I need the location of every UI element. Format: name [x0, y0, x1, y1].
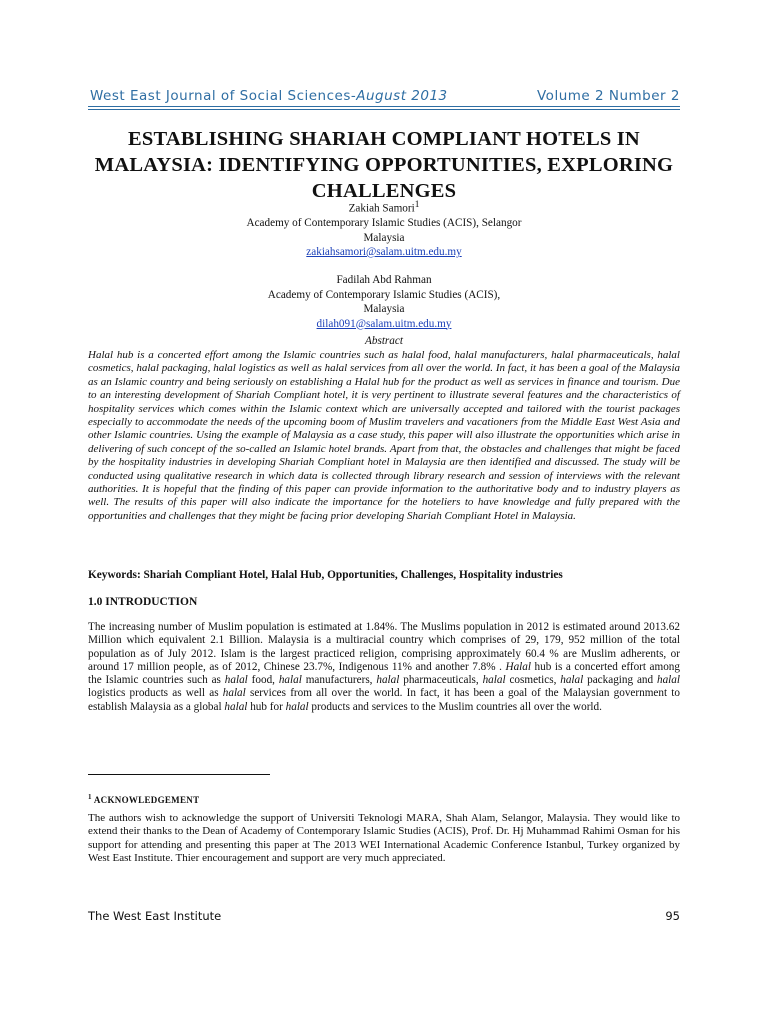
footnote-mark: 1: [414, 200, 420, 210]
volume-number: Volume 2 Number 2: [537, 88, 680, 104]
header-rule: [88, 106, 680, 107]
abstract-heading: Abstract: [365, 335, 403, 347]
footnote-rule: [88, 774, 270, 775]
footer-publisher: The West East Institute: [88, 909, 222, 923]
author-country: Malaysia: [363, 303, 405, 316]
introduction-paragraph: The increasing number of Muslim population is estimated at 1.84%. The Muslims population in 2012 is estimated around 2013.62 Million which equivalent 2.1 Billion. Malaysia is a multiracial country which comprises of 29, 179, 952 million of the total population as of July 2012. Islam is the largest practiced religion, comprising approximately 60.4 % are Muslim adherents, or around 17 million people, as of 2012, Chinese 23.7%, Indigenous 11% and another 7.8% . Halal hub is a concerted effort among the Islamic countries such as halal food, halal manufacturers, halal pharmaceuticals, halal cosmetics, halal packaging and halal logistics products as well as halal services from all over the world. In fact, it has been a goal of the Malaysian government to establish Malaysia as a global halal hub for halal products and services to the Muslim countries all over the world.: [88, 621, 680, 713]
journal-name: West East Journal of Social Sciences-August 2013: [90, 88, 448, 104]
issue-date: August 2013: [356, 88, 448, 104]
author-affiliation: Academy of Contemporary Islamic Studies (ACIS), Selangor: [246, 217, 522, 230]
page-number: 95: [665, 909, 680, 923]
section-heading: 1.0 INTRODUCTION: [88, 596, 198, 608]
paper-title: ESTABLISHING SHARIAH COMPLIANT HOTELS IN MALAYSIA: IDENTIFYING OPPORTUNITIES, EXPLORING CHALLENGES: [94, 128, 674, 202]
author-block: [88, 198, 680, 331]
footnote-text: The authors wish to acknowledge the support of Universiti Teknologi MARA, Shah Alam, Selangor, Malaysia. They would like to extend their thanks to the Dean of Academy of Contemporary Islamic Studies (ACIS), Prof. Dr. Hj Muhammad Rahimi Osman for his support for attending and presenting this paper at The 2013 WEI International Academic Conference Istanbul, Turkey organized by West East Institute. Thier encouragement and support are very much appreciated.: [88, 812, 680, 864]
author-affiliation: Academy of Contemporary Islamic Studies (ACIS),: [267, 288, 501, 301]
footnote-heading: $^1$ ACKNOWLEDGEMENT: [88, 793, 200, 805]
running-header: [90, 82, 680, 104]
author-country: Malaysia: [363, 231, 405, 244]
author-name: Fadilah Abd Rahman: [336, 274, 432, 287]
keywords-line: Keywords: Shariah Compliant Hotel, Halal Hub, Opportunities, Challenges, Hospitality industries: [88, 569, 563, 581]
author-email-link[interactable]: zakiahsamori@salam.uitm.edu.my: [306, 245, 462, 258]
author-email-link[interactable]: dilah091@salam.uitm.edu.my: [316, 317, 452, 330]
header-rule-thin: [88, 109, 680, 110]
abstract-text: Halal hub is a concerted effort among the Islamic countries such as halal food, halal manufacturers, halal pharmaceuticals, halal cosmetics, halal packaging, halal logistics as well as halal services from all over the world. In fact, it has been a goal of the Malaysia as an Islamic country and being seriously on establishing a Halal hub for the product as well as services in finance and tourism. Due to an interesting development of Shariah Compliant hotel, it is very pertinent to illustrate several features and the characteristics of hospitality services which comes within the Islamic context which are universally accepted and tailored with the tourist packages especially to accommodate the needs of the upcoming boom of Muslim travelers and vacationers from the Middle East West Asia and other Islamic countries. Using the example of Malaysia as a case study, this paper will also illustrate the opportunities which arise in delivering of such concept of the so-called an Islamic hotel brands. Apart from that, the obstacles and challenges that might be faced by the hospitality industries in developing Shariah Compliant hotel in Malaysia are then identified and discussed. The study will be conducted using qualitative research in which data is collected through library research and session of interviews with the relevant authorities. It is hopeful that the finding of this paper can provide information to the authoritative body and to industry players as well. The results of this paper will also indicate the importance for the hoteliers to have knowledge and fully prepared with the opportunities and challenges that they might be facing prior developing Shariah Compliant Hotel in Malaysia.: [88, 349, 680, 522]
author-name: Zakiah Samori$^1$: [348, 200, 420, 215]
page-footer: [88, 909, 680, 923]
